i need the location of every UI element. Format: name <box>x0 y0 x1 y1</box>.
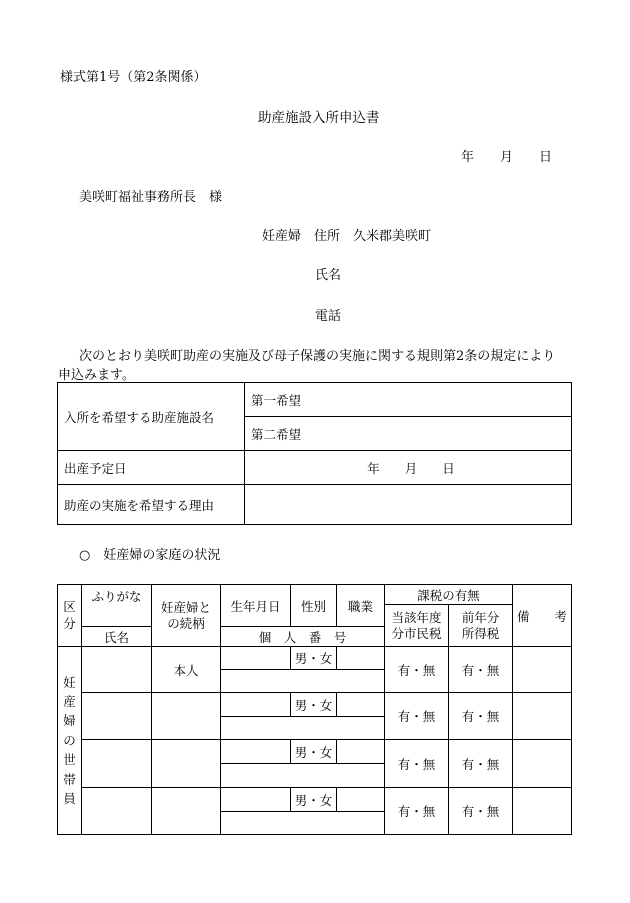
table-row-remarks[interactable] <box>513 647 572 693</box>
intro-line-2: 申込みます。 <box>58 368 135 383</box>
table-row-occupation[interactable] <box>337 693 385 717</box>
form-title: 助産施設入所申込書 <box>258 110 380 126</box>
header-relation: 妊産婦との続柄 <box>152 585 221 647</box>
table-row-occupation[interactable] <box>337 740 385 764</box>
table-row-birthdate[interactable] <box>221 647 291 670</box>
first-choice-field[interactable]: 第一希望 <box>245 383 572 417</box>
table-row-income-tax[interactable]: 有・無 <box>449 788 513 835</box>
table-row-occupation[interactable] <box>337 788 385 812</box>
table-row-sex[interactable]: 男・女 <box>291 788 337 812</box>
applicant-name-label: 氏名 <box>315 268 342 283</box>
header-sex: 性別 <box>291 585 337 627</box>
table-row-remarks[interactable] <box>513 740 572 788</box>
table-row-municipal-tax[interactable]: 有・無 <box>385 740 449 788</box>
table-row-income-tax[interactable]: 有・無 <box>449 740 513 788</box>
household-table <box>57 584 572 835</box>
table-row-name[interactable] <box>82 693 152 740</box>
header-occupation: 職業 <box>337 585 385 627</box>
facility-label: 入所を希望する助産施設名 <box>58 383 245 451</box>
intro-line-1: 次のとおり美咲町助産の実施及び母子保護の実施に関する規則第2条の規定により <box>79 349 556 364</box>
header-municipal-tax: 当該年度分市民税 <box>385 605 449 647</box>
addressee: 美咲町福祉事務所長 様 <box>79 190 223 205</box>
table-row-name[interactable] <box>82 647 152 693</box>
table-row-relation[interactable]: 本人 <box>152 647 221 693</box>
header-kubun: 区分 <box>58 585 82 647</box>
reason-field[interactable] <box>245 485 572 525</box>
second-choice-field[interactable]: 第二希望 <box>245 417 572 451</box>
table-row-relation[interactable] <box>152 693 221 740</box>
header-birthdate: 生年月日 <box>221 585 291 627</box>
table-row-relation[interactable] <box>152 788 221 835</box>
header-my-number: 個 人 番 号 <box>221 627 385 647</box>
header-tax-status: 課税の有無 <box>385 585 513 605</box>
reason-label: 助産の実施を希望する理由 <box>58 485 245 525</box>
table-row-my-number[interactable] <box>221 764 385 788</box>
table-row-my-number[interactable] <box>221 812 385 835</box>
applicant-address: 妊産婦 住所 久米郡美咲町 <box>262 229 432 244</box>
form-number: 様式第1号（第2条関係） <box>60 70 207 85</box>
table-row-birthdate[interactable] <box>221 788 291 812</box>
header-income-tax: 前年分所得税 <box>449 605 513 647</box>
table-row-municipal-tax[interactable]: 有・無 <box>385 693 449 740</box>
table-row-occupation[interactable] <box>337 647 385 670</box>
table-row-my-number[interactable] <box>221 670 385 693</box>
table-row-municipal-tax[interactable]: 有・無 <box>385 788 449 835</box>
table-row-name[interactable] <box>82 740 152 788</box>
table-row-income-tax[interactable]: 有・無 <box>449 693 513 740</box>
table-row-sex[interactable]: 男・女 <box>291 647 337 670</box>
header-remarks: 備 考 <box>513 585 572 647</box>
household-side-label: 妊産婦の世帯員 <box>58 647 82 835</box>
table-row-sex[interactable]: 男・女 <box>291 693 337 717</box>
section-heading: ○ 妊産婦の家庭の状況 <box>79 548 221 563</box>
table-row-municipal-tax[interactable]: 有・無 <box>385 647 449 693</box>
table-row-sex[interactable]: 男・女 <box>291 740 337 764</box>
table-row-remarks[interactable] <box>513 788 572 835</box>
due-date-field[interactable]: 年 月 日 <box>245 451 572 485</box>
table-row-relation[interactable] <box>152 740 221 788</box>
application-table <box>57 382 572 525</box>
header-name: 氏名 <box>82 627 152 647</box>
due-date-label: 出産予定日 <box>58 451 245 485</box>
table-row-remarks[interactable] <box>513 693 572 740</box>
table-row-name[interactable] <box>82 788 152 835</box>
table-row-my-number[interactable] <box>221 717 385 740</box>
table-row-birthdate[interactable] <box>221 693 291 717</box>
table-row-income-tax[interactable]: 有・無 <box>449 647 513 693</box>
submission-date: 年 月 日 <box>461 150 553 165</box>
header-furigana: ふりがな <box>82 585 152 627</box>
table-row-birthdate[interactable] <box>221 740 291 764</box>
applicant-phone-label: 電話 <box>315 309 342 324</box>
